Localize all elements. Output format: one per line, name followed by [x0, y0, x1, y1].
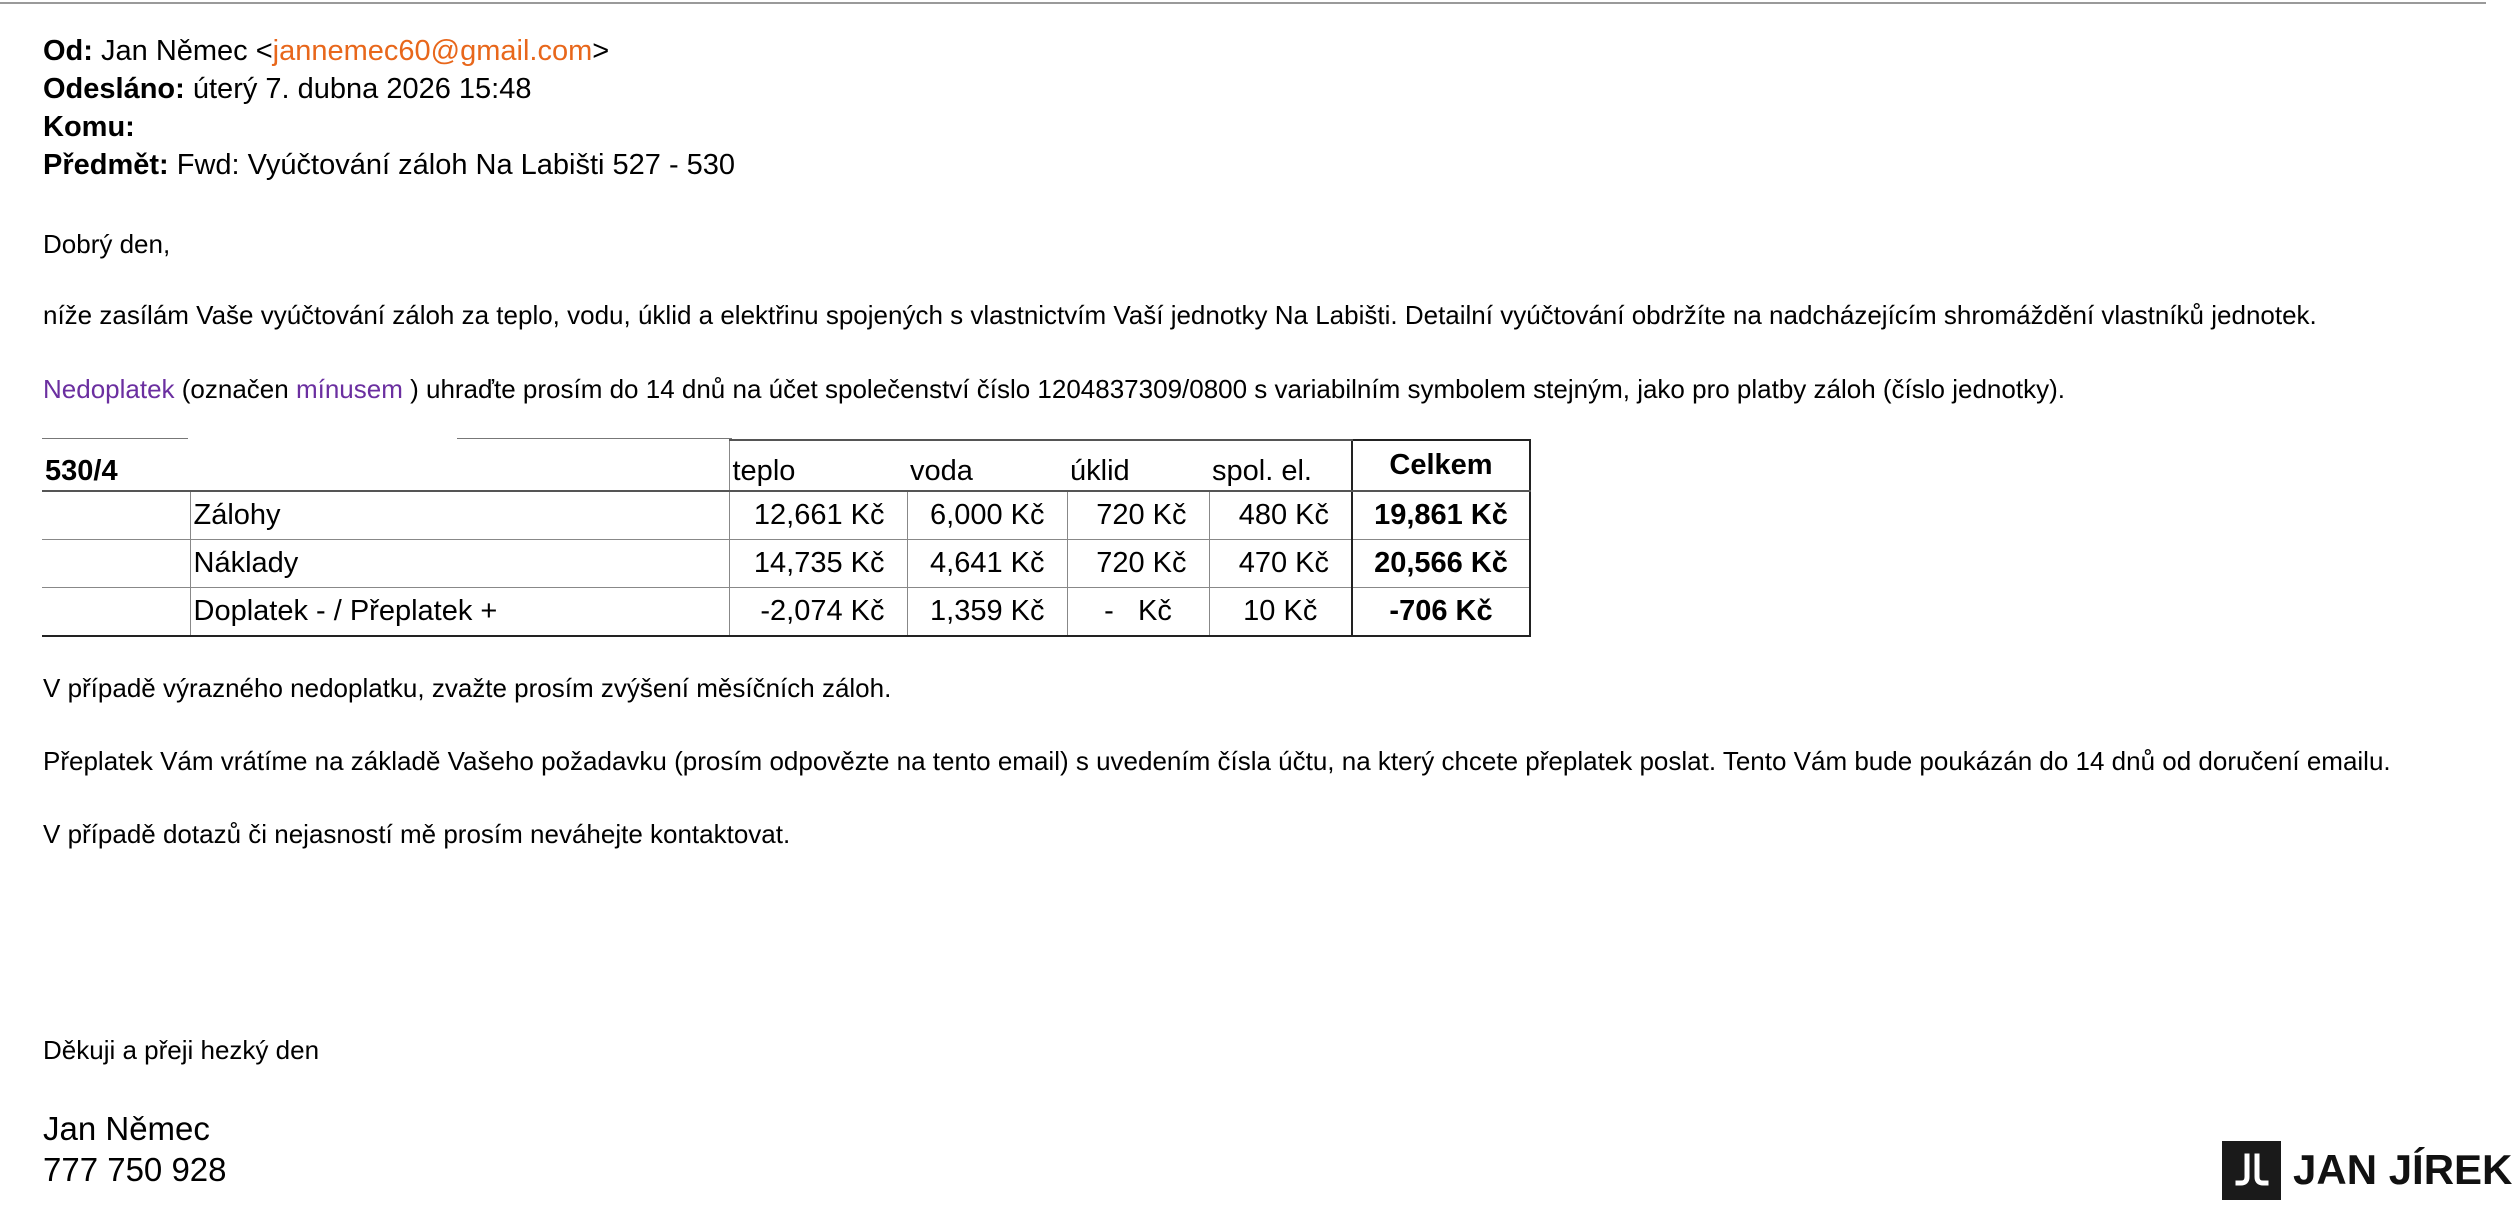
- cell-total: 20,566 Kč: [1352, 540, 1530, 588]
- to-label: Komu:: [43, 111, 135, 143]
- cell-value: 10 Kč: [1209, 588, 1352, 637]
- col-header-celkem: Celkem: [1352, 440, 1530, 491]
- top-divider: [0, 2, 2486, 4]
- jj-monogram-icon: [2222, 1141, 2281, 1200]
- subject-value: Fwd: Vyúčtování záloh Na Labišti 527 - 530: [176, 149, 736, 181]
- from-close: >: [592, 35, 610, 67]
- cell-value: 720 Kč: [1067, 540, 1209, 588]
- cell-value: - Kč: [1067, 588, 1209, 637]
- underpay-word: Nedoplatek: [43, 374, 175, 404]
- cell-value: 720 Kč: [1067, 491, 1209, 540]
- cell-value: 12,661 Kč: [729, 491, 907, 540]
- cell-total: -706 Kč: [1352, 588, 1530, 637]
- intro-paragraph: níže zasílám Vaše vyúčtování záloh za teplo, vodu, úklid a elektřinu spojených s vlastnictvím Vaší jednotky Na Labišti. Detailní vyúčtování obdržíte na nadcházejícím shromáždění vlastníků jednotek.: [43, 300, 2317, 330]
- col-header-voda: voda: [907, 440, 1067, 491]
- cell-value: 4,641 Kč: [907, 540, 1067, 588]
- sent-label: Odesláno:: [43, 73, 185, 105]
- from-line: [43, 33, 609, 69]
- from-name: Jan Němec <: [101, 35, 273, 67]
- cell-value: 6,000 Kč: [907, 491, 1067, 540]
- subject-label: Předmět:: [43, 149, 169, 181]
- row-label: Náklady: [190, 540, 729, 588]
- logo-text: JAN JÍREK: [2293, 1146, 2512, 1193]
- underpay-mid: (označen: [174, 374, 296, 404]
- sent-line: [43, 71, 532, 107]
- contact-paragraph: V případě dotazů či nejasností mě prosím neváhejte kontaktovat.: [43, 819, 791, 849]
- col-header-uklid: úklid: [1067, 440, 1209, 491]
- cell-value: -2,074 Kč: [729, 588, 907, 637]
- table-row: [42, 540, 1530, 588]
- advice-paragraph: V případě výrazného nedoplatku, zvažte prosím zvýšení měsíčních záloh.: [43, 673, 892, 703]
- minus-word: mínusem: [295, 374, 403, 404]
- table-header-row: [42, 440, 1530, 491]
- table-row: [42, 491, 1530, 540]
- row-spacer: [42, 540, 190, 588]
- col-header-teplo: teplo: [729, 440, 907, 491]
- subject-line: [43, 147, 735, 183]
- cell-total: 19,861 Kč: [1352, 491, 1530, 540]
- signature-phone: 777 750 928: [43, 1151, 227, 1188]
- cell-value: 470 Kč: [1209, 540, 1352, 588]
- cell-value: 14,735 Kč: [729, 540, 907, 588]
- closing-line: Děkuji a přeji hezký den: [43, 1035, 320, 1065]
- cell-value: 1,359 Kč: [907, 588, 1067, 637]
- signature-name: Jan Němec: [43, 1110, 210, 1147]
- row-spacer: [42, 491, 190, 540]
- row-label: Doplatek - / Přeplatek +: [190, 588, 729, 637]
- col-header-spol-el: spol. el.: [1209, 440, 1352, 491]
- from-email-link[interactable]: jannemec60@gmail.com: [272, 35, 593, 67]
- greeting: Dobrý den,: [43, 229, 171, 259]
- sent-value: úterý 7. dubna 2026 15:48: [192, 73, 532, 105]
- cell-value: 480 Kč: [1209, 491, 1352, 540]
- billing-table: [42, 439, 1531, 637]
- overpayment-paragraph: Přeplatek Vám vrátíme na základě Vašeho požadavku (prosím odpovězte na tento email) s uvedením čísla účtu, na který chcete přeplatek poslat. Tento Vám bude poukázán do 14 dnů od doručení emailu.: [43, 746, 2391, 776]
- underpay-rest: ) uhraďte prosím do 14 dnů na účet společenství číslo 1204837309/0800 s variabilním symbolem stejným, jako pro platby záloh (číslo jednotky).: [402, 374, 2065, 404]
- unit-number: 530/4: [42, 440, 190, 491]
- from-label: Od:: [43, 35, 93, 67]
- row-label: Zálohy: [190, 491, 729, 540]
- table-row: [42, 588, 1530, 637]
- company-logo: [2222, 1139, 2512, 1201]
- underpayment-paragraph: [43, 373, 2065, 405]
- to-line: [43, 109, 135, 145]
- header-spacer: [190, 440, 729, 491]
- row-spacer: [42, 588, 190, 637]
